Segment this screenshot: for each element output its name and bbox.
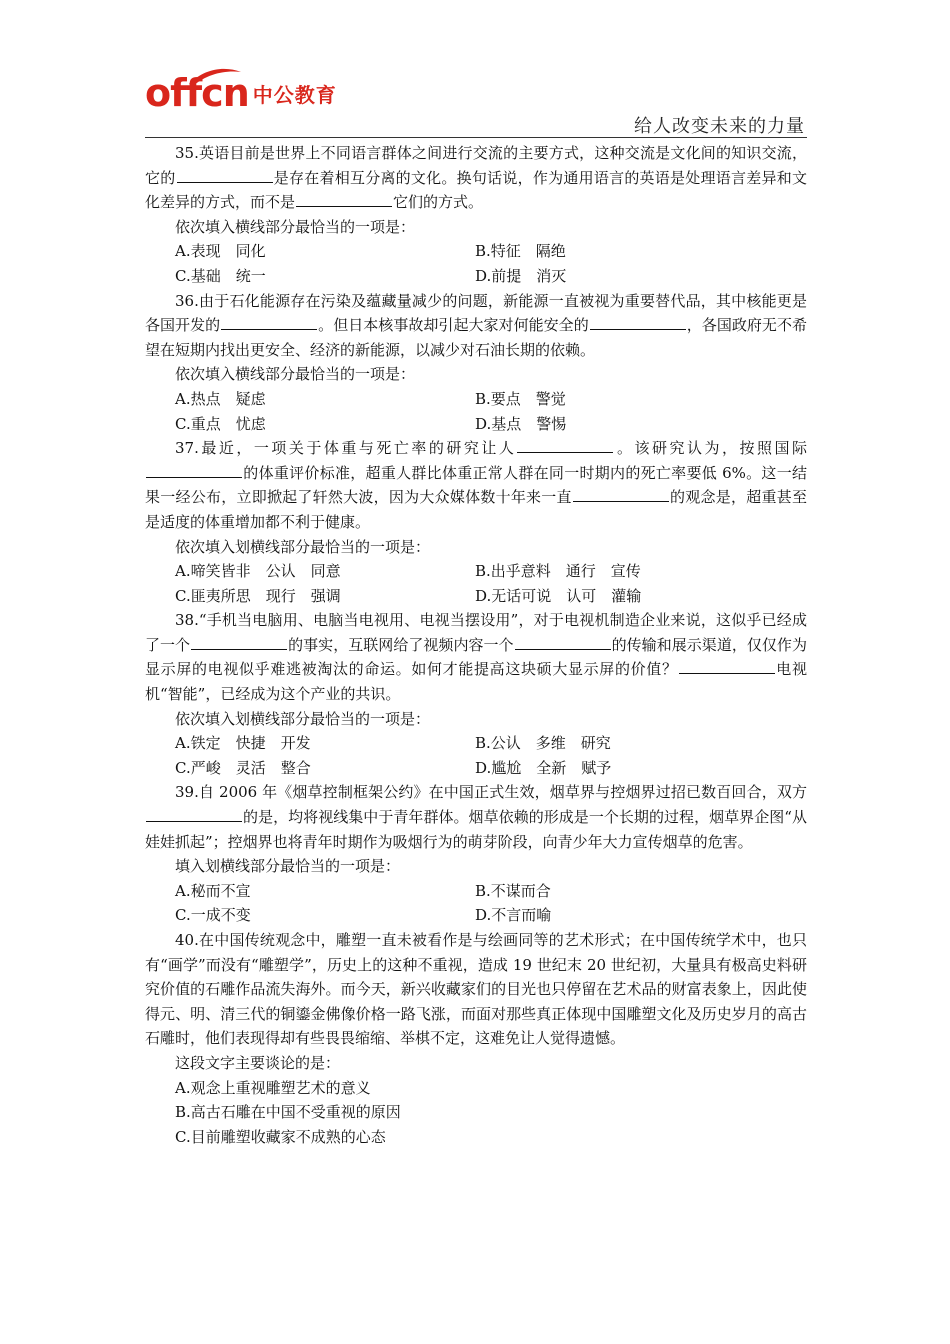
question-38 (145, 608, 807, 780)
text-segment: 它们的方式。 (393, 193, 484, 212)
logo-wordmark: offcn (145, 71, 249, 115)
question-text (145, 289, 807, 363)
options-grid (145, 559, 807, 608)
options-grid (145, 731, 807, 780)
option-d: D.无话可说 认可 灌输 (475, 586, 642, 605)
fill-blank (590, 315, 686, 330)
question-35 (145, 141, 807, 289)
option-d: D.尴尬 全新 赋予 (475, 758, 612, 777)
option-c: C.基础 统一 (175, 266, 266, 285)
question-text: 40.在中国传统观念中，雕塑一直未被看作是与绘画同等的艺术形式；在中国传统学术中，也只有“画学”而没有“雕塑学”，历史上的这种不重视，造成 19 世纪末 20 世纪初，大量具有极高史料研究价值的石雕作品流失海外。而今天，新兴收藏家们的目光也只停留在艺术品的财富表象上，因此使得元、明、清三代的铜鎏金佛像价格一路飞涨，而面对那些真正体现中国雕塑文化及历史岁月的高古石雕时，他们表现得却有些畏畏缩缩、举棋不定，这难免让人觉得遗憾。 (145, 931, 807, 1048)
option-a: A.热点 疑虑 (175, 389, 266, 408)
question-prompt: 依次填入横线部分最恰当的一项是： (175, 365, 416, 384)
text-segment: 是存在着相互分离的文化。换句话说，作为通用语言的英语是处理语言差异和文化差异的方式，而不是 (145, 168, 807, 212)
question-prompt: 填入划横线部分最恰当的一项是： (175, 857, 401, 876)
fill-blank (515, 635, 611, 650)
option-a: A.观念上重视雕塑艺术的意义 (175, 1078, 371, 1097)
question-text (145, 436, 807, 534)
text-segment: 的体重评价标准，超重人群比体重正常人群在同一时期内的死亡率要低 6%。这一结果一经公布，立即掀起了轩然大波，因为大众媒体数十年来一直 (145, 463, 807, 507)
option-a: A.啼笑皆非 公认 同意 (175, 562, 341, 581)
option-a: A.秘而不宣 (175, 881, 251, 900)
header-divider (145, 137, 807, 138)
text-segment: 。该研究认为，按照国际 (614, 439, 807, 458)
option-b: B.不谋而合 (475, 881, 551, 900)
question-40 (145, 928, 807, 1149)
offcn-logo (145, 71, 337, 115)
text-segment: 的事实，互联网给了视频内容一个 (288, 635, 514, 654)
question-39 (145, 780, 807, 928)
options-grid (145, 239, 807, 288)
text-segment: 35.英语目前是世界上不同语言群体之间进行交流的主要方式，这种交流是文化间的知识交流，它的 (145, 144, 807, 187)
question-prompt: 这段文字主要谈论的是： (175, 1053, 341, 1072)
option-c: C.严峻 灵活 整合 (175, 758, 311, 777)
text-segment: ，各国政府无不希望在短期内找出更安全、经济的新能源，以减少对石油长期的依赖。 (145, 316, 807, 359)
question-36 (145, 289, 807, 437)
fill-blank (177, 168, 273, 183)
option-b: B.要点 警觉 (475, 389, 566, 408)
question-text (145, 780, 807, 854)
question-text (145, 141, 807, 215)
option-b: B.公认 多维 研究 (475, 734, 611, 753)
text-segment: 的是，均将视线集中于青年群体。烟草依赖的形成是一个长期的过程，烟草界企图“从娃娃抓起”；控烟界也将青年时期作为吸烟行为的萌芽阶段，向青少年大力宣传烟草的危害。 (145, 808, 807, 851)
option-d: D.前提 消灭 (475, 266, 567, 285)
fill-blank (146, 463, 242, 478)
page-header (145, 68, 807, 140)
text-segment: 。但日本核事故却引起大家对何能安全的 (318, 316, 589, 335)
header-slogan: 给人改变未来的力量 (634, 116, 805, 137)
text-segment: 电视机“智能”，已经成为这个产业的共识。 (145, 660, 807, 704)
option-d: D.基点 警惕 (475, 414, 567, 433)
question-prompt: 依次填入划横线部分最恰当的一项是： (175, 537, 431, 556)
logo-chinese-name: 中公教育 (252, 82, 337, 107)
text-segment: 36.由于石化能源存在污染及蕴藏量减少的问题，新能源一直被视为重要替代品，其中核能更是各国开发的 (145, 291, 807, 335)
text-segment: 的观念是，超重甚至是适度的体重增加都不利于健康。 (145, 488, 807, 531)
option-c: C.匪夷所思 现行 强调 (175, 586, 341, 605)
fill-blank (573, 487, 669, 502)
option-c: C.目前雕塑收藏家不成熟的心态 (175, 1127, 386, 1146)
text-segment: 39.自 2006 年《烟草控制框架公约》在中国正式生效，烟草界与控烟界过招已数百回合，双方 (175, 783, 807, 802)
option-c: C.重点 忧虑 (175, 414, 266, 433)
option-c: C.一成不变 (175, 906, 251, 925)
fill-blank (517, 438, 613, 453)
question-text (145, 608, 807, 706)
logo-swoosh-icon (185, 66, 245, 88)
option-d: D.不言而喻 (475, 906, 552, 925)
option-b: B.特征 隔绝 (475, 242, 566, 261)
option-a: A.铁定 快捷 开发 (175, 734, 311, 753)
fill-blank (191, 635, 287, 650)
option-b: B.高古石雕在中国不受重视的原因 (175, 1103, 401, 1122)
option-a: A.表现 同化 (175, 242, 266, 261)
fill-blank (146, 807, 242, 822)
text-segment: 的传输和展示渠道，仅仅作为显示屏的电视似乎难逃被淘汰的命运。如何才能提高这块硕大显示屏的价值？ (145, 635, 807, 679)
fill-blank (296, 192, 392, 207)
options-grid (145, 879, 807, 928)
question-prompt: 依次填入划横线部分最恰当的一项是： (175, 709, 431, 728)
fill-blank (679, 659, 775, 674)
text-segment: 37.最近，一项关于体重与死亡率的研究让人 (175, 439, 517, 458)
question-37 (145, 436, 807, 608)
text-segment: 38.“手机当电脑用、电脑当电视用、电视当摆设用”，对于电视机制造企业来说，这似乎已经成了一个 (145, 611, 807, 654)
option-b: B.出乎意料 通行 宣传 (475, 562, 641, 581)
options-grid (145, 387, 807, 436)
question-prompt: 依次填入横线部分最恰当的一项是： (175, 217, 416, 236)
fill-blank (221, 315, 317, 330)
document-body (145, 141, 807, 1149)
